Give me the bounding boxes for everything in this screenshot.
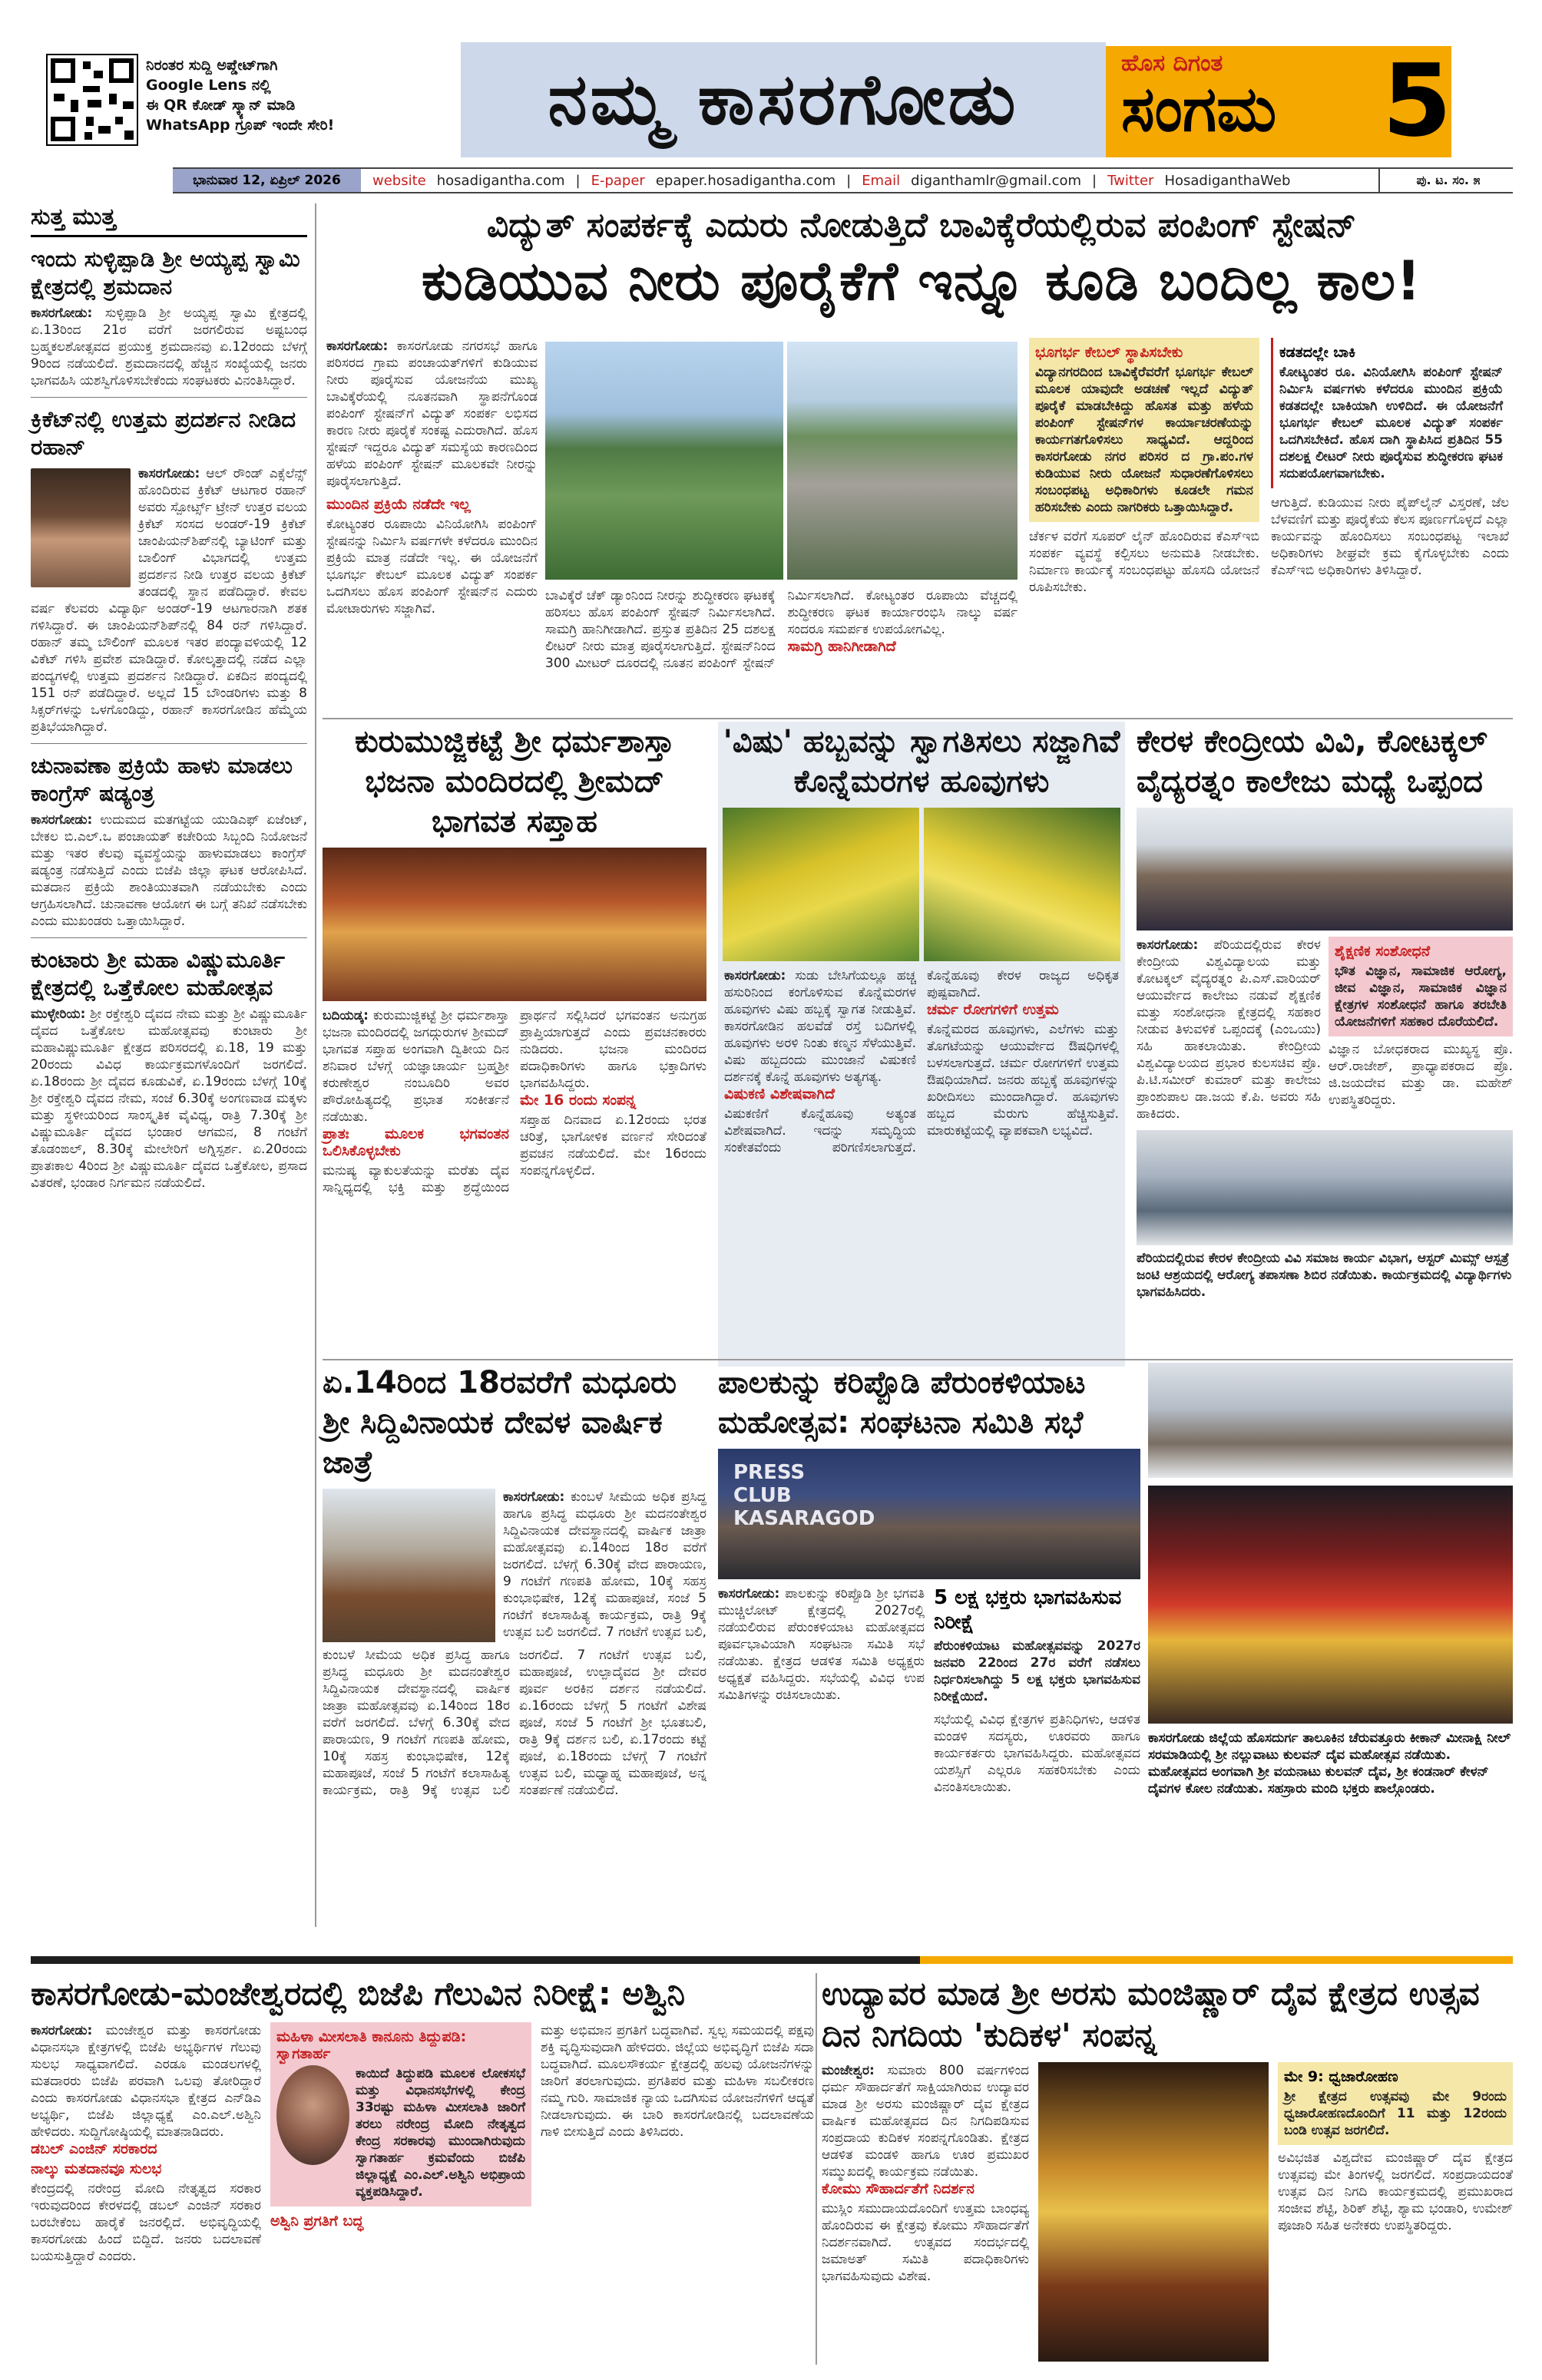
story-headline: ಏ.14ರಿಂದ 18ರವರೆಗೆ ಮಧೂರು ಶ್ರೀ ಸಿದ್ದಿವಿನಾಯಕ ದೇವಳ ವಾರ್ಷಿಕ ಜಾತ್ರೆ xyxy=(323,1365,677,1480)
left-column xyxy=(31,203,307,1927)
story-bhagavata: ಕುರುಮುಜ್ಜಿಕಟ್ಟೆ ಶ್ರೀ ಧರ್ಮಶಾಸ್ತಾ ಭಜನಾ ಮಂದಿರದಲ್ಲಿ ಶ್ರೀಮದ್ ಭಾಗವತ ಸಪ್ತಾಹ ಬದಿಯಡ್ಕ: ಕುರುಮುಜ್ಜಿಕಟ್ಟೆ ಶ್ರೀ ಧರ್ಮಶಾಸ್ತಾ ಭಜನಾ ಮಂದಿರದಲ್ಲಿ ಜಗದ್ಗುರುಗಳ ಶ್ರೀಮದ್ ಭಾಗವತ ಸಪ್ತಾಹ ಅಂಗವಾಗಿ ದ್ವಿತೀಯ ದಿನ ಶನಿವಾರ ಬೆಳಗ್ಗೆ ಯಜ್ಞಾಚಾರ್ಯ ಬ್ರಹ್ಮಶ್ರೀ ಕರುಣೇಶ್ವರ ನಂಬೂದಿರಿ ಅವರ ಪೌರೋಹಿತ್ಯದಲ್ಲಿ ಪ್ರಭಾತ ಸಂಕೀರ್ತನೆ ನಡೆಯಿತು. ಪ್ರಾತಃ ಮೂಲಕ ಭಗವಂತನ ಒಲಿಸಿಕೊಳ್ಳಬೇಕು ಮನುಷ್ಯ ವ್ಯಾಕುಲತೆಯನ್ನು ಮರೆತು ದೈವ ಸಾನ್ನಿಧ್ಯದಲ್ಲಿ ಭಕ್ತಿ ಮತ್ತು ಶ್ರದ್ಧೆಯಿಂದ ಪ್ರಾರ್ಥನೆ ಸಲ್ಲಿಸಿದರೆ ಭಗವಂತನ ಅನುಗ್ರಹ ಪ್ರಾಪ್ತಿಯಾಗುತ್ತದೆ ಎಂದು ಪ್ರವಚನಕಾರರು ನುಡಿದರು. ಭಜನಾ ಮಂದಿರದ ಪದಾಧಿಕಾರಿಗಳು ಹಾಗೂ ಭಕ್ತಾದಿಗಳು ಭಾಗವಹಿಸಿದ್ದರು. ಮೇ 16 ರಂದು ಸಂಪನ್ನ ಸಪ್ತಾಹ ದಿನವಾದ ಏ.12ರಂದು ಭರತ ಚರಿತ್ರೆ, ಭಾಗೋಳಿಕ ವರ್ಣನೆ ಸೇರಿದಂತೆ ಪ್ರವಚನ ನಡೆಯಲಿದೆ. ಮೇ 16ರಂದು ಸಂಪನ್ನಗೊಳ್ಳಲಿದೆ. xyxy=(323,722,706,1367)
lead-headline: ಕುಡಿಯುವ ನೀರು ಪೂರೈಕೆಗೆ ಇನ್ನೂ ಕೂಡಿ ಬಂದಿಲ್ಲ ಕಾಲ! xyxy=(421,250,1422,312)
story-headline: ಕೇರಳ ಕೇಂದ್ರೀಯ ವಿವಿ, ಕೋಟಕ್ಕಲ್ ವೈದ್ಯರತ್ನಂ ಕಾಲೇಜು ಮಧ್ಯೆ ಒಪ್ಪಂದ xyxy=(1137,724,1487,799)
story-madhur: ಏ.14ರಿಂದ 18ರವರೆಗೆ ಮಧೂರು ಶ್ರೀ ಸಿದ್ದಿವಿನಾಯಕ ದೇವಳ ವಾರ್ಷಿಕ ಜಾತ್ರೆ ಕಾಸರಗೋಡು: ಕುಂಬಳೆ ಸೀಮೆಯ ಅಧಿಕ ಪ್ರಸಿದ್ಧ ಹಾಗೂ ಪ್ರಸಿದ್ಧ ಮಧೂರು ಶ್ರೀ ಮದನಂತೇಶ್ವರ ಸಿದ್ದಿವಿನಾಯಕ ದೇವಸ್ಥಾನದಲ್ಲಿ ವಾರ್ಷಿಕ ಜಾತ್ರಾ ಮಹೋತ್ಸವವು ಏ.14ರಿಂದ 18ರ ವರೆಗೆ ಜರಗಲಿದೆ. ಬೆಳಗ್ಗೆ 6.30ಕ್ಕೆ ವೇದ ಪಾರಾಯಣ, 9 ಗಂಟೆಗೆ ಗಣಪತಿ ಹೋಮ, 10ಕ್ಕೆ ಸಹಸ್ರ ಕುಂಭಾಭಿಷೇಕ, 12ಕ್ಕೆ ಮಹಾಪೂಜೆ, ಸಂಜೆ 5 ಗಂಟೆಗೆ ಕಲಾಸಾಹಿತ್ಯ ಕಾರ್ಯಕ್ರಮ, ರಾತ್ರಿ 9ಕ್ಕೆ ಉತ್ಸವ ಬಲಿ ಜರಗಲಿದೆ. 7 ಗಂಟೆಗೆ ಉತ್ಸವ ಬಲಿ, ಕುಂಬಳೆ ಸೀಮೆಯ ಅಧಿಕ ಪ್ರಸಿದ್ಧ ಹಾಗೂ ಪ್ರಸಿದ್ಧ ಮಧೂರು ಶ್ರೀ ಮದನಂತೇಶ್ವರ ಸಿದ್ದಿವಿನಾಯಕ ದೇವಸ್ಥಾನದಲ್ಲಿ ವಾರ್ಷಿಕ ಜಾತ್ರಾ ಮಹೋತ್ಸವವು ಏ.14ರಿಂದ 18ರ ವರೆಗೆ ಜರಗಲಿದೆ. ಬೆಳಗ್ಗೆ 6.30ಕ್ಕೆ ವೇದ ಪಾರಾಯಣ, 9 ಗಂಟೆಗೆ ಗಣಪತಿ ಹೋಮ, 10ಕ್ಕೆ ಸಹಸ್ರ ಕುಂಭಾಭಿಷೇಕ, 12ಕ್ಕೆ ಮಹಾಪೂಜೆ, ಸಂಜೆ 5 ಗಂಟೆಗೆ ಕಲಾಸಾಹಿತ್ಯ ಕಾರ್ಯಕ್ರಮ, ರಾತ್ರಿ 9ಕ್ಕೆ ಉತ್ಸವ ಬಲಿ ಜರಗಲಿದೆ. 7 ಗಂಟೆಗೆ ಉತ್ಸವ ಬಲಿ, ಮಹಾಪೂಜೆ, ಉಲ್ಪಾದೈವದ ಶ್ರೀ ದೇವರ ಪೂರ್ವ ಅರಕಿನ ದರ್ಶನ ನಡೆಯಲಿದೆ. ಏ.16ರಂದು ಬೆಳಗ್ಗೆ 5 ಗಂಟೆಗೆ ವಿಶೇಷ ಪೂಜೆ, ಸಂಜೆ 5 ಗಂಟೆಗೆ ಶ್ರೀ ಭೂತಬಲಿ, ರಾತ್ರಿ 9ಕ್ಕೆ ದರ್ಶನ ಬಲಿ, ಏ.17ರಂದು ಕಟ್ಟೆ ಪೂಜೆ, ಏ.18ರಂದು ಬೆಳಗ್ಗೆ 7 ಗಂಟೆಗೆ ಉತ್ಸವ ಬಲಿ, ಮಧ್ಯಾಹ್ನ ಮಹಾಪೂಜೆ, ಅನ್ನ ಸಂತರ್ಪಣೆ ನಡೆಯಲಿದೆ. xyxy=(323,1363,706,1954)
flower-photo xyxy=(924,808,1120,961)
story-headline: ಕುಂಟಾರು ಶ್ರೀ ಮಹಾ ವಿಷ್ಣುಮೂರ್ತಿ ಕ್ಷೇತ್ರದಲ್ಲಿ ಒತ್ತೆಕೋಲ ಮಹೋತ್ಸವ xyxy=(31,947,285,1000)
column-divider xyxy=(315,203,316,1927)
story-headline: ಪಾಲಕುನ್ನು ಕರಿಪ್ಪೊಡಿ ಪೆರುಂಕಳಿಯಾಟ ಮಹೋತ್ಸವ: ಸಂಘಟನಾ ಸಮಿತಿ ಸಭೆ xyxy=(718,1365,1086,1440)
lead-column-3: ಭೂಗರ್ಭ ಕೇಬಲ್ ಸ್ಥಾಪಿಸಬೇಕು ವಿದ್ಯಾನಗರದಿಂದ ಬಾವಿಕ್ಕೆರೆವರೆಗೆ ಭೂಗರ್ಭ ಕೇಬಲ್ ಮೂಲಕ ಯಾವುದೇ ಅಡಚಣೆ ಇಲ್ಲದೆ ವಿದ್ಯುತ್ ಪೂರೈಕೆ ಮಾಡಬೇಕಿದ್ದು ಹೊಸತ ಮತ್ತು ಹಳೆಯ ಪಂಪಿಂಗ್ ಸ್ಟೇಷನ್‌ಗಳ ಕಾರ್ಯಾಚರಣೆಯನ್ನು ಕಾರ್ಯಗತಗೊಳಿಸಲು ಸಾಧ್ಯವಿದೆ. ಆದ್ದರಿಂದ ಕಾಸರಗೋಡು ನಗರ ಪರಿಸರ ದ ಗ್ರಾ.ಪಂ.ಗಳ ಕುಡಿಯುವ ನೀರು ಯೋಜನೆ ಸುಧಾರಣೆಗೊಳಿಸಲು ಸಂಬಂಧಪಟ್ಟ ಅಧಿಕಾರಿಗಳು ಕೂಡಲೇ ಗಮನ ಹರಿಸಬೇಕು ಎಂದು ನಾಗರಿಕರು ಒತ್ತಾಯಿಸಿದ್ದಾರೆ. ಚೆರ್ಕಳ ವರೆಗೆ ಸೂಪರ್ ಲೈನ್ ಹೊಂದಿರುವ ಕೆಎಸ್‌ಇಬಿ ಸಂಪರ್ಕ ವ್ಯವಸ್ಥೆ ಕಲ್ಪಿಸಲು ಅನುಮತಿ ನೀಡಬೇಕು. ನಿರ್ಮಾಣ ಕಾರ್ಯಕ್ಕೆ ಸಂಬಂಧಪಟ್ಟು ಹೊಸದಿ ಯೋಜನೆ ರೂಪಿಸಬೇಕು. xyxy=(1029,338,1259,722)
website-label: website xyxy=(372,172,426,189)
dam-photo xyxy=(787,342,1018,580)
story-theyyam xyxy=(1148,1363,1513,1954)
story-headline: ಕಾಸರಗೋಡು-ಮಂಜೇಶ್ವರದಲ್ಲಿ ಬಿಜೆಪಿ ಗೆಲುವಿನ ನಿರೀಕ್ಷೆ: ಅಶ್ವಿನಿ xyxy=(31,1975,685,2012)
twitter-link[interactable]: HosadiganthaWeb xyxy=(1164,172,1291,189)
website-link[interactable]: hosadigantha.com xyxy=(436,172,565,189)
flower-photo xyxy=(723,808,919,961)
info-box: ಮಹಿಳಾ ಮೀಸಲಾತಿ ಕಾನೂನು ತಿದ್ದುಪಡಿ: ಸ್ವಾಗತಾರ್ಹ ಕಾಯಿದೆ ತಿದ್ದುಪಡಿ ಮೂಲಕ ಲೋಕಸಭೆ ಮತ್ತು ವಿಧಾನಸಭೆಗಳಲ್ಲಿ ಕೇಂದ್ರ 33ರಷ್ಟು ಮಹಿಳಾ ಮೀಸಲಾತಿ ಜಾರಿಗೆ ತರಲು ನರೇಂದ್ರ ಮೋದಿ ನೇತೃತ್ವದ ಕೇಂದ್ರ ಸರಕಾರವು ಮುಂದಾಗಿರುವುದು ಸ್ವಾಗತಾರ್ಹ ಕ್ರಮವೆಂದು ಬಿಜೆಪಿ ಜಿಲ್ಲಾಧ್ಯಕ್ಷೆ ಎಂ.ಎಲ್.ಅಶ್ವಿನಿ ಅಭಿಪ್ರಾಯ ವ್ಯಕ್ತಪಡಿಸಿದ್ದಾರೆ. xyxy=(270,2022,531,2206)
story-university: ಕೇರಳ ಕೇಂದ್ರೀಯ ವಿವಿ, ಕೋಟಕ್ಕಲ್ ವೈದ್ಯರತ್ನಂ ಕಾಲೇಜು ಮಧ್ಯೆ ಒಪ್ಪಂದ ಕಾಸರಗೋಡು: ಪೆರಿಯದಲ್ಲಿರುವ ಕೇರಳ ಕೇಂದ್ರೀಯ ವಿಶ್ವವಿದ್ಯಾಲಯ ಮತ್ತು ಕೋಟಕ್ಕಲ್ ವೈದ್ಯರತ್ನಂ ಪಿ.ಎಸ್.ವಾರಿಯರ್ ಆಯುರ್ವೇದ ಕಾಲೇಜು ನಡುವೆ ಶೈಕ್ಷಣಿಕ ಮತ್ತು ಸಂಶೋಧನಾ ಕ್ಷೇತ್ರದಲ್ಲಿ ಸಹಕಾರ ನೀಡುವ ತಿಳುವಳಿಕೆ ಒಪ್ಪಂದಕ್ಕೆ (ಎಂಒಯು) ಸಹಿ ಹಾಕಲಾಯಿತು. ಕೇಂದ್ರೀಯ ವಿಶ್ವವಿದ್ಯಾಲಯದ ಪ್ರಭಾರ ಕುಲಸಚಿವ ಪ್ರೊ. ಪಿ.ಟಿ.ಸಮೀರ್ ಕುಮಾರ್ ಮತ್ತು ಕಾಲೇಜು ಪ್ರಾಂಶುಪಾಲ ಡಾ.ಜಯ ಕೆ.ಪಿ. ಅವರು ಸಹಿ ಹಾಕಿದರು. ಶೈಕ್ಷಣಿಕ ಸಂಶೋಧನೆ ಭೌತ ವಿಜ್ಞಾನ, ಸಾಮಾಜಿಕ ಆರೋಗ್ಯ, ಜೀವ ವಿಜ್ಞಾನ, ಸಾಮಾಜಿಕ ವಿಜ್ಞಾನ ಕ್ಷೇತ್ರಗಳ ಸಂಶೋಧನೆ ಹಾಗೂ ತರಬೇತಿ ಯೋಜನೆಗಳಿಗೆ ಸಹಕಾರ ದೊರೆಯಲಿದೆ. ವಿಜ್ಞಾನ ಬೋಧಕರಾದ ಮುಖ್ಯಸ್ಥ ಪ್ರೊ. ಆರ್.ರಾಜೇಶ್, ಪ್ರಾಧ್ಯಾಪಕರಾದ ಪ್ರೊ. ಜಿ.ಜಯದೇವ ಮತ್ತು ಡಾ. ಮಹೇಶ್ ಉಪಸ್ಥಿತರಿದ್ದರು. ಪೆರಿಯದಲ್ಲಿರುವ ಕೇರಳ ಕೇಂದ್ರೀಯ ವಿವಿ ಸಮಾಜ ಕಾರ್ಯ ವಿಭಾಗ, ಆಸ್ಟರ್ ಮಿಮ್ಸ್ ಆಸ್ಪತ್ರೆ ಜಂಟಿ ಆಶ್ರಯದಲ್ಲಿ ಆರೋಗ್ಯ ತಪಾಸಣಾ ಶಿಬಿರ ನಡೆಯಿತು. ಕಾರ್ಯಕ್ರಮದಲ್ಲಿ ವಿದ್ಯಾರ್ಥಿಗಳು ಭಾಗವಹಿಸಿದರು. xyxy=(1137,722,1513,1367)
story-headline: ಚುನಾವಣಾ ಪ್ರಕ್ರಿಯೆ ಹಾಳು ಮಾಡಲು ಕಾಂಗ್ರೆಸ್ ಷಡ್ಯಂತ್ರ xyxy=(31,752,293,806)
page-title: ನಮ್ಮ ಕಾಸರಗೋಡು xyxy=(461,42,1106,157)
camp-photo xyxy=(1137,1130,1513,1245)
meeting-photo xyxy=(718,1449,1140,1579)
page-number: 5 xyxy=(1382,42,1452,159)
qr-line-4: WhatsApp ಗ್ರೂಪ್ ಇಂದೇ ಸೇರಿ! xyxy=(146,117,335,134)
lead-column-1: ಕಾಸರಗೋಡು: ಕಾಸರಗೋಡು ನಗರಸಭೆ ಹಾಗೂ ಪರಿಸರದ ಗ್ರಾಮ ಪಂಚಾಯತ್‌ಗಳಿಗೆ ಕುಡಿಯುವ ನೀರು ಪೂರೈಸುವ ಯೋಜನೆಯ ಮುಖ್ಯ ಬಾವಿಕ್ಕೆರೆಯಲ್ಲಿ ನೂತನವಾಗಿ ಸ್ಥಾಪನೆಗೊಂಡ ಪಂಪಿಂಗ್ ಸ್ಟೇಷನ್‌ಗೆ ವಿದ್ಯುತ್ ಸಂಪರ್ಕ ಲಭಿಸದ ಕಾರಣ ನೀರು ಪೂರೈಕೆ ಸಂಕಷ್ಟ ಎದುರಾಗಿದೆ. ಹೊಸ ಸ್ಟೇಷನ್ ಇದ್ದರೂ ವಿದ್ಯುತ್ ಸಮಸ್ಯೆಯ ಕಾರಣದಿಂದ ಹಳೆಯ ಪಂಪಿಂಗ್ ಸ್ಟೇಷನ್ ಮೂಲಕವೇ ನೀರನ್ನು ಪೂರೈಸಲಾಗುತ್ತಿದೆ. ಮುಂದಿನ ಪ್ರಕ್ರಿಯೆ ನಡೆದೇ ಇಲ್ಲ ಕೋಟ್ಯಂತರ ರೂಪಾಯಿ ವಿನಿಯೋಗಿಸಿ ಪಂಪಿಂಗ್ ಸ್ಟೇಷನನ್ನು ನಿರ್ಮಿಸಿ ವರ್ಷಗಳೇ ಕಳೆದರೂ ಮುಂದಿನ ಪ್ರಕ್ರಿಯೆ ಮಾತ್ರ ನಡೆದೇ ಇಲ್ಲ. ಈ ಯೋಜನೆಗೆ ಭೂಗರ್ಭ ಕೇಬಲ್ ಮೂಲಕ ವಿದ್ಯುತ್ ಸಂಪರ್ಕ ಒದಗಿಸಲು ಹೊಸ ಪಂಪಿಂಗ್ ಸ್ಟೇಷನ್‌ನ ಎದುರು ಮೋಟಾರುಗಳು ಸಜ್ಜಾಗಿವೆ. xyxy=(326,339,538,616)
column-divider xyxy=(816,1973,817,2365)
mou-photo xyxy=(1137,808,1513,931)
photo-caption: ಕಾಸರಗೋಡು ಜಿಲ್ಲೆಯ ಹೊಸದುರ್ಗ ತಾಲೂಕಿನ ಚೆರುವತ್ತೂರು ಕೀಕಾನ್ ಮೀನಾಕ್ಷಿ ನೀಲ್ ಸರಮಾಡಿಯಲ್ಲಿ ಶ್ರೀ ನಲ್ಲುವಾಟು ಕುಲವನ್ ದೈವ ಮಹೋತ್ಸವ ನಡೆಯಿತು. ಮಹೋತ್ಸವದ ಅಂಗವಾಗಿ ಶ್ರೀ ವಯನಾಟು ಕುಲವನ್ ದೈವ, ಶ್ರೀ ಕಂಡನಾರ್ ಕೇಳನ್ ದೈವಗಳ ಕೋಲ ನಡೆಯಿತು. ಸಹಸ್ರಾರು ಮಂದಿ ಭಕ್ತರು ಪಾಲ್ಗೊಂಡರು. xyxy=(1148,1730,1511,1797)
twitter-label: Twitter xyxy=(1107,172,1154,189)
brand-name: ಹೊಸ ದಿಗಂತ xyxy=(1121,50,1223,77)
temple-photo xyxy=(323,1489,495,1642)
info-box: ಭೂಗರ್ಭ ಕೇಬಲ್ ಸ್ಥಾಪಿಸಬೇಕು ವಿದ್ಯಾನಗರದಿಂದ ಬಾವಿಕ್ಕೆರೆವರೆಗೆ ಭೂಗರ್ಭ ಕೇಬಲ್ ಮೂಲಕ ಯಾವುದೇ ಅಡಚಣೆ ಇಲ್ಲದೆ ವಿದ್ಯುತ್ ಪೂರೈಕೆ ಮಾಡಬೇಕಿದ್ದು ಹೊಸತ ಮತ್ತು ಹಳೆಯ ಪಂಪಿಂಗ್ ಸ್ಟೇಷನ್‌ಗಳ ಕಾರ್ಯಾಚರಣೆಯನ್ನು ಕಾರ್ಯಗತಗೊಳಿಸಲು ಸಾಧ್ಯವಿದೆ. ಆದ್ದರಿಂದ ಕಾಸರಗೋಡು ನಗರ ಪರಿಸರ ದ ಗ್ರಾ.ಪಂ.ಗಳ ಕುಡಿಯುವ ನೀರು ಯೋಜನೆ ಸುಧಾರಣೆಗೊಳಿಸಲು ಸಂಬಂಧಪಟ್ಟ ಅಧಿಕಾರಿಗಳು ಕೂಡಲೇ ಗಮನ ಹರಿಸಬೇಕು ಎಂದು ನಾಗರಿಕರು ಒತ್ತಾಯಿಸಿದ್ದಾರೆ. xyxy=(1029,338,1259,522)
lead-column-2: ಬಾವಿಕ್ಕೆರೆ ಚೆಕ್ ಡ್ಯಾಂನಿಂದ ನೀರನ್ನು ಶುದ್ಧೀಕರಣ ಘಟಕಕ್ಕೆ ಹರಿಸಲು ಹೊಸ ಪಂಪಿಂಗ್ ಸ್ಟೇಷನ್ ನಿರ್ಮಿಸಲಾಗಿದೆ. ಸಾಮಗ್ರಿ ಹಾನಿಗೀಡಾಗಿದೆ. ಪ್ರಸ್ತುತ ಪ್ರತಿದಿನ 25 ದಶಲಕ್ಷ ಲೀಟರ್ ನೀರು ಮಾತ್ರ ಪೂರೈಸಲಾಗುತ್ತಿದೆ. ಸ್ಟೇಷನ್‌ನಿಂದ 300 ಮೀಟರ್ ದೂರದಲ್ಲಿ ನೂತನ ಪಂಪಿಂಗ್ ಸ್ಟೇಷನ್ ನಿರ್ಮಿಸಲಾಗಿದೆ. ಕೋಟ್ಯಂತರ ರೂಪಾಯಿ ವೆಚ್ಚದಲ್ಲಿ ಶುದ್ಧೀಕರಣ ಘಟಕ ಕಾರ್ಯಾರಂಭಿಸಿ ನಾಲ್ಕು ವರ್ಷ ಸಂದರೂ ಸಮರ್ಪಕ ಉಪಯೋಗವಿಲ್ಲ. ಸಾಮಗ್ರಿ ಹಾನಿಗೀಡಾಗಿದೆ xyxy=(545,588,1018,671)
story-headline: 'ವಿಷು' ಹಬ್ಬವನ್ನು ಸ್ವಾಗತಿಸಲು ಸಜ್ಜಾಗಿವೆ ಕೊನ್ನೆಮರಗಳ ಹೂವುಗಳು xyxy=(723,724,1120,799)
story-udyavara: ಉದ್ಯಾವರ ಮಾಡ ಶ್ರೀ ಅರಸು ಮಂಜಿಷ್ಣಾರ್ ದೈವ ಕ್ಷೇತ್ರದ ಉತ್ಸವ ದಿನ ನಿಗದಿಯ 'ಕುದಿಕಳ' ಸಂಪನ್ನ ಮಂಜೇಶ್ವರ: ಸುಮಾರು 800 ವರ್ಷಗಳಿಂದ ಧರ್ಮ ಸೌಹಾರ್ದತೆಗೆ ಸಾಕ್ಷಿಯಾಗಿರುವ ಉದ್ಯಾವರ ಮಾಡ ಶ್ರೀ ಅರಸು ಮಂಜಿಷ್ಣಾರ್ ದೈವ ಕ್ಷೇತ್ರದ ವಾರ್ಷಿಕ ಮಹೋತ್ಸವದ ದಿನ ನಿಗದಿಪಡಿಸುವ ಸಂಪ್ರದಾಯ ಕುದಿಕಳ ಸಂಪನ್ನಗೊಂಡಿತು. ಕ್ಷೇತ್ರದ ಆಡಳಿತ ಮಂಡಳಿ ಹಾಗೂ ಊರ ಪ್ರಮುಖರ ಸಮ್ಮುಖದಲ್ಲಿ ಕಾರ್ಯಕ್ರಮ ನಡೆಯಿತು. ಕೋಮು ಸೌಹಾರ್ದತೆಗೆ ನಿದರ್ಶನ ಮುಸ್ಲಿಂ ಸಮುದಾಯದೊಂದಿಗೆ ಉತ್ತಮ ಬಾಂಧವ್ಯ ಹೊಂದಿರುವ ಈ ಕ್ಷೇತ್ರವು ಕೋಮು ಸೌಹಾರ್ದತೆಗೆ ನಿದರ್ಶನವಾಗಿದೆ. ಉತ್ಸವದ ಸಂದರ್ಭದಲ್ಲಿ ಜಮಾಅತ್ ಸಮಿತಿ ಪದಾಧಿಕಾರಿಗಳು ಭಾಗವಹಿಸುವುದು ವಿಶೇಷ. ಮೇ 9: ಧ್ವಜಾರೋಹಣ ಶ್ರೀ ಕ್ಷೇತ್ರದ ಉತ್ಸವವು ಮೇ 9ರಂದು ಧ್ವಜಾರೋಹಣದೊಂದಿಗೆ 11 ಮತ್ತು 12ರಂದು ಬಂಡಿ ಉತ್ಸವ ಜರಗಲಿದೆ. ಅವಿಭಜಿತ ವಿಶ್ವದೇವ ಮಂಜಿಷ್ಣಾರ್ ದೈವ ಕ್ಷೇತ್ರದ ಉತ್ಸವವು ಮೇ ತಿಂಗಳಲ್ಲಿ ಜರಗಲಿದೆ. ಸಂಪ್ರದಾಯದಂತೆ ಉತ್ಸವ ದಿನ ನಿಗದಿ ಕಾರ್ಯಕ್ರಮದಲ್ಲಿ ಪ್ರಮುಖರಾದ ಸಂಜೀವ ಶೆಟ್ಟಿ, ಶಿರಿಕ್ ಶೆಟ್ಟಿ, ಶ್ಯಾಮ ಭಂಡಾರಿ, ಉಮೇಶ್ ಪೂಜಾರಿ ಸಹಿತ ಅನೇಕರು ಉಪಸ್ಥಿತರಿದ್ದರು. xyxy=(822,1973,1513,2365)
story-bjp: ಕಾಸರಗೋಡು-ಮಂಜೇಶ್ವರದಲ್ಲಿ ಬಿಜೆಪಿ ಗೆಲುವಿನ ನಿರೀಕ್ಷೆ: ಅಶ್ವಿನಿ ಕಾಸರಗೋಡು: ಮಂಜೇಶ್ವರ ಮತ್ತು ಕಾಸರಗೋಡು ವಿಧಾನಸಭಾ ಕ್ಷೇತ್ರಗಳಲ್ಲಿ ಬಿಜೆಪಿ ಅಭ್ಯರ್ಥಿಗಳ ಗೆಲುವು ಸುಲಭ ಸಾಧ್ಯವಾಗಲಿದೆ. ಎರಡೂ ಮಂಡಲಗಳಲ್ಲಿ ಮತದಾರರು ಬಿಜೆಪಿ ಪರವಾಗಿ ಒಲವು ತೋರಿದ್ದಾರೆ ಎಂದು ಕಾಸರಗೋಡು ವಿಧಾನಸಭಾ ಕ್ಷೇತ್ರದ ಎನ್‌ಡಿಎ ಅಭ್ಯರ್ಥಿ, ಬಿಜೆಪಿ ಜಿಲ್ಲಾಧ್ಯಕ್ಷೆ ಎಂ.ಎಲ್.ಅಶ್ವಿನಿ ಹೇಳಿದರು. ಸುದ್ದಿಗೋಷ್ಠಿಯಲ್ಲಿ ಮಾತನಾಡಿದರು. ಡಬಲ್ ಎಂಜಿನ್ ಸರಕಾರದ ನಾಲ್ಕು ಮತದಾನವೂ ಸುಲಭ ಕೇಂದ್ರದಲ್ಲಿ ನರೇಂದ್ರ ಮೋದಿ ನೇತೃತ್ವದ ಸರಕಾರ ಇರುವುದರಿಂದ ಕೇರಳದಲ್ಲಿ ಡಬಲ್ ಎಂಜಿನ್ ಸರಕಾರ ಬರಬೇಕೆಂಬ ಹಾರೈಕೆ ಜನರಲ್ಲಿದೆ. ಅಭಿವೃದ್ಧಿಯಲ್ಲಿ ಕಾಸರಗೋಡು ಹಿಂದೆ ಬಿದ್ದಿದೆ. ಜನರು ಬದಲಾವಣೆ ಬಯಸುತ್ತಿದ್ದಾರೆ ಎಂದರು. ಮಹಿಳಾ ಮೀಸಲಾತಿ ಕಾನೂನು ತಿದ್ದುಪಡಿ: ಸ್ವಾಗತಾರ್ಹ ಕಾಯಿದೆ ತಿದ್ದುಪಡಿ ಮೂಲಕ ಲೋಕಸಭೆ ಮತ್ತು ವಿಧಾನಸಭೆಗಳಲ್ಲಿ ಕೇಂದ್ರ 33ರಷ್ಟು ಮಹಿಳಾ ಮೀಸಲಾತಿ ಜಾರಿಗೆ ತರಲು ನರೇಂದ್ರ ಮೋದಿ ನೇತೃತ್ವದ ಕೇಂದ್ರ ಸರಕಾರವು ಮುಂದಾಗಿರುವುದು ಸ್ವಾಗತಾರ್ಹ ಕ್ರಮವೆಂದು ಬಿಜೆಪಿ ಜಿಲ್ಲಾಧ್ಯಕ್ಷೆ ಎಂ.ಎಲ್.ಅಶ್ವಿನಿ ಅಭಿಪ್ರಾಯ ವ್ಯಕ್ತಪಡಿಸಿದ್ದಾರೆ. ಅಶ್ವಿನಿ ಪ್ರಗತಿಗೆ ಬದ್ಧ ಮತ್ತು ಅಭಿಮಾನ ಪ್ರಗತಿಗೆ ಬದ್ಧವಾಗಿವೆ. ಸ್ವಲ್ಪ ಸಮಯದಲ್ಲಿ ಪಕ್ಷವು ಶಕ್ತಿ ವೃದ್ಧಿಸುವುದಾಗಿ ಹೇಳಿದರು. ಜಿಲ್ಲೆಯ ಅಭಿವೃದ್ಧಿಗೆ ಬಿಜೆಪಿ ಸದಾ ಬದ್ಧವಾಗಿದೆ. ಮೂಲಸೌಕರ್ಯ ಕ್ಷೇತ್ರದಲ್ಲಿ ಹಲವು ಯೋಜನೆಗಳನ್ನು ಜಾರಿಗೆ ತರಲಾಗುವುದು. ಪ್ರಗತಿಪರ ಮತ್ತು ಮಹಿಳಾ ಸಬಲೀಕರಣ ನಮ್ಮ ಗುರಿ. ಸಾಮಾಜಿಕ ನ್ಯಾಯ ಒದಗಿಸುವ ಯೋಜನೆಗಳಿಗೆ ಆದ್ಯತೆ ನೀಡಲಾಗುವುದು. ಈ ಬಾರಿ ಕಾಸರಗೋಡಿನಲ್ಲಿ ಬದಲಾವಣೆಯ ಗಾಳಿ ಬೀಸುತ್ತಿದೆ ಎಂದು ತಿಳಿಸಿದರು. xyxy=(31,1975,814,2264)
photo-sign-text: PRESS CLUB KASARAGOD xyxy=(733,1461,875,1530)
info-box: ಕಡತದಲ್ಲೇ ಬಾಕಿ ಕೋಟ್ಯಂತರ ರೂ. ವಿನಿಯೋಗಿಸಿ ಪಂಪಿಂಗ್ ಸ್ಟೇಷನ್ ನಿರ್ಮಿಸಿ ವರ್ಷಗಳು ಕಳೆದರೂ ಮುಂದಿನ ಪ್ರಕ್ರಿಯೆ ಕಡತದಲ್ಲೇ ಬಾಕಿಯಾಗಿ ಉಳಿದಿದೆ. ಈ ಯೋಜನೆಗೆ ಭೂಗರ್ಭ ಕೇಬಲ್ ಮೂಲಕ ವಿದ್ಯುತ್ ಸಂಪರ್ಕ ಒದಗಿಸಬೇಕಿದೆ. ಹೊಸ ದಾಗಿ ಸ್ಥಾಪಿಸಿದ ಪ್ರತಿದಿನ 55 ದಶಲಕ್ಷ ಲೀಟರ್ ನೀರು ಪೂರೈಸುವ ಶುದ್ಧೀಕರಣ ಘಟಕ ಸದುಪಯೋಗವಾಗಬೇಕು. xyxy=(1271,338,1509,488)
section-heading: ಸುತ್ತ ಮುತ್ತ xyxy=(31,203,307,237)
epaper-link[interactable]: epaper.hosadigantha.com xyxy=(655,172,836,189)
story-palakunnu: ಪಾಲಕುನ್ನು ಕರಿಪ್ಪೊಡಿ ಪೆರುಂಕಳಿಯಾಟ ಮಹೋತ್ಸವ: ಸಂಘಟನಾ ಸಮಿತಿ ಸಭೆ PRESS CLUB KASARAGOD ಕಾಸರಗೋಡು: ಪಾಲಕುನ್ನು ಕರಿಪ್ಪೊಡಿ ಶ್ರೀ ಭಗವತಿ ಮುಚ್ಚಿಲೋಟ್ ಕ್ಷೇತ್ರದಲ್ಲಿ 2027ರಲ್ಲಿ ನಡೆಯಲಿರುವ ಪೆರುಂಕಳಿಯಾಟ ಮಹೋತ್ಸವದ ಪೂರ್ವಭಾವಿಯಾಗಿ ಸಂಘಟನಾ ಸಮಿತಿ ಸಭೆ ನಡೆಯಿತು. ಕ್ಷೇತ್ರದ ಆಡಳಿತ ಸಮಿತಿ ಅಧ್ಯಕ್ಷರು ಅಧ್ಯಕ್ಷತೆ ವಹಿಸಿದ್ದರು. ಸಭೆಯಲ್ಲಿ ವಿವಿಧ ಉಪ ಸಮಿತಿಗಳನ್ನು ರಚಿಸಲಾಯಿತು. 5 ಲಕ್ಷ ಭಕ್ತರು ಭಾಗವಹಿಸುವ ನಿರೀಕ್ಷೆ ಪೆರುಂಕಳಿಯಾಟ ಮಹೋತ್ಸವವನ್ನು 2027ರ ಜನವರಿ 22ರಿಂದ 27ರ ವರೆಗೆ ನಡೆಸಲು ನಿರ್ಧರಿಸಲಾಗಿದ್ದು 5 ಲಕ್ಷ ಭಕ್ತರು ಭಾಗವಹಿಸುವ ನಿರೀಕ್ಷೆಯಿದೆ. ಸಭೆಯಲ್ಲಿ ವಿವಿಧ ಕ್ಷೇತ್ರಗಳ ಪ್ರತಿನಿಧಿಗಳು, ಆಡಳಿತ ಮಂಡಳಿ ಸದಸ್ಯರು, ಊರವರು ಹಾಗೂ ಕಾರ್ಯಕರ್ತರು ಭಾಗವಹಿಸಿದ್ದರು. ಮಹೋತ್ಸವದ ಯಶಸ್ಸಿಗೆ ಎಲ್ಲರೂ ಸಹಕರಿಸಬೇಕು ಎಂದು ವಿನಂತಿಸಲಾಯಿತು. xyxy=(718,1363,1140,1954)
story-headline: ಕ್ರಿಕೆಟ್‌ನಲ್ಲಿ ಉತ್ತಮ ಪ್ರದರ್ಶನ ನೀಡಿದ ರಹಾನ್ xyxy=(31,406,296,460)
story-body: ಮುಳ್ಳೇರಿಯ: ಶ್ರೀ ರಕ್ತೇಶ್ವರಿ ದೈವದ ನೇಮ ಮತ್ತು ಶ್ರೀ ವಿಷ್ಣುಮೂರ್ತಿ ದೈವದ ಒತ್ತೆಕೋಲ ಮಹೋತ್ಸವವು ಕುಂಟಾರು ಶ್ರೀ ಮಹಾವಿಷ್ಣುಮೂರ್ತಿ ಕ್ಷೇತ್ರದ ಪರಿಸರದಲ್ಲಿ ಏ.18, 19 ಮತ್ತು 20ರಂದು ವಿವಿಧ ಕಾರ್ಯಕ್ರಮಗಳೊಂದಿಗೆ ಜರಗಲಿದೆ. ಏ.18ರಂದು ಶ್ರೀ ದೈವದ ಕೂಡುವಿಕೆ, ಏ.19ರಂದು ಬೆಳಗ್ಗೆ 10ಕ್ಕೆ ಶ್ರೀ ರಕ್ತೇಶ್ವರಿ ದೈವದ ನೇಮ, ಸಂಜೆ 6.30ಕ್ಕೆ ಅಂಗಣವಾಡ ಮಕ್ಕಳು ಮತ್ತು ಸ್ಥಳೀಯರಿಂದ ಸಾಂಸ್ಕೃತಿಕ ವೈವಿಧ್ಯ, ರಾತ್ರಿ 7.30ಕ್ಕೆ ಶ್ರೀ ವಿಷ್ಣುಮೂರ್ತಿ ದೈವದ ಭಂಡಾರ ಆಗಮನ, 8 ಗಂಟೆಗೆ ತೊಡಂಙಲ್, 8.30ಕ್ಕೆ ಮೇಲೇರಿಗೆ ಅಗ್ನಿಸ್ಪರ್ಶ. ಏ.20ರಂದು ಪ್ರಾತಃಕಾಲ 4ರಿಂದ ಶ್ರೀ ವಿಷ್ಣುಮೂರ್ತಿ ದೈವದ ಒತ್ತೆಕೋಲ, ಪ್ರಸಾದ ವಿತರಣೆ, ಭಂಡಾರ ನಿರ್ಗಮನ ನಡೆಯಲಿದೆ. xyxy=(31,1007,307,1191)
epaper-label: E-paper xyxy=(591,172,645,189)
date-badge: ಭಾನುವಾರ 12, ಏಪ್ರಿಲ್ 2026 xyxy=(173,169,361,192)
qr-line-1: ನಿರಂತರ ಸುದ್ದಿ ಅಪ್ಡೇಟ್‌ಗಾಗಿ xyxy=(146,57,278,74)
story-body: ಕಾಸರಗೋಡು: ಆಲ್ ರೌಂಡ್ ಎಕ್ಸೆಲೆನ್ಸ್ ಹೊಂದಿರುವ ಕ್ರಿಕೆಟ್ ಆಟಗಾರ ರಹಾನ್ ಅವರು ಸ್ಪೋರ್ಟ್ಸ್ ಟ್ರೇನ್ ಉತ್ತರ ವಲಯ ಕ್ರಿಕೆಟ್ ಸಂಸದ ಅಂಡರ್-19 ಕ್ರಿಕೆಟ್ ಚಾಂಪಿಯನ್‌ಶಿಪ್‌ನಲ್ಲಿ ಬ್ಯಾಟಿಂಗ್ ಮತ್ತು ಬಾಲಿಂಗ್ ವಿಭಾಗದಲ್ಲಿ ಉತ್ತಮ ಪ್ರದರ್ಶನ ನೀಡಿ ಉತ್ತರ ವಲಯ ಕ್ರಿಕೆಟ್ ತಂಡದಲ್ಲಿ ಸ್ಥಾನ ಪಡೆದಿದ್ದಾರೆ. ಕೇವಲ ವರ್ಷ ಕೆಲವರು ವಿದ್ಯಾರ್ಥಿ ಅಂಡರ್-19 ಆಟಗಾರನಾಗಿ ಶತಕ ಗಳಿಸಿದ್ದಾರೆ. ಈ ಚಾಂಪಿಯನ್‌ಶಿಪ್‌ನಲ್ಲಿ 84 ರನ್ ಗಳಿಸಿದ್ದಾರೆ. ರಹಾನ್ ತಮ್ಮ ಬೌಲಿಂಗ್ ಮೂಲಕ ಇತರ ಪಂದ್ಯಾವಳಿಯಲ್ಲಿ 12 ವಿಕೆಟ್ ಗಳಿಸಿ ಪ್ರವೇಶ ಮಾಡಿದ್ದಾರೆ. ಕೋಲ್ಕತ್ತಾದಲ್ಲಿ ನಡೆದ ಎಲ್ಲಾ ಪಂದ್ಯಗಳಲ್ಲಿ ಉತ್ತಮ ಪ್ರದರ್ಶನ ನೀಡಿದ್ದಾರೆ. ಏಕದಿನ ಪಂದ್ಯದಲ್ಲಿ 151 ರನ್ ಪಡೆದಿದ್ದಾರೆ. ಅಲ್ಲದೆ 15 ಬೌಂಡರಿಗಳು ಮತ್ತು 8 ಸಿಕ್ಸರ್‌ಗಳನ್ನು ಒಳಗೊಂಡಿದ್ದು, ರಹಾನ್ ಕಾಸರಗೋಡಿನ ಹೆಮ್ಮೆಯ ಪ್ರತಿಭೆಯಾಗಿದ್ದಾರೆ. xyxy=(31,466,307,735)
story-headline: ಕುರುಮುಜ್ಜಿಕಟ್ಟೆ ಶ್ರೀ ಧರ್ಮಶಾಸ್ತಾ ಭಜನಾ ಮಂದಿರದಲ್ಲಿ ಶ್ರೀಮದ್ ಭಾಗವತ ಸಪ್ತಾಹ xyxy=(354,724,675,839)
email-label: Email xyxy=(862,172,901,189)
ritual-photo xyxy=(323,848,706,1001)
supplement-name: ಸಂಗಮ xyxy=(1121,73,1277,146)
story-body: ಕಾಸರಗೋಡು: ಉದುಮದ ಮತಗಟ್ಟೆಯ ಯುಡಿಎಫ್ ಏಜೆಂಟ್, ಬೇಕಲ ಬಿ.ಎಲ್.ಒ ಪಂಚಾಯತ್ ಕಚೇರಿಯ ಸಿಬ್ಬಂದಿ ನಿಯೋಜನೆ ಮತ್ತು ಇತರ ಕೆಲವು ವ್ಯವಸ್ಥೆಯನ್ನು ಹಾಳುಮಾಡಲು ಕಾಂಗ್ರೆಸ್ ಷಡ್ಯಂತ್ರ ನಡೆಸುತ್ತಿದೆ ಎಂದು ಬಿಜೆಪಿ ಜಿಲ್ಲಾ ಘಟಕ ಆರೋಪಿಸಿದೆ. ಮತದಾನ ಪ್ರಕ್ರಿಯೆ ಶಾಂತಿಯುತವಾಗಿ ನಡೆಯಬೇಕು ಎಂದು ಆಗ್ರಹಿಸಲಾಗಿದೆ. ಚುನಾವಣಾ ಆಯೋಗ ಈ ಬಗ್ಗೆ ತನಿಖೆ ನಡೆಸಬೇಕು ಎಂದು ಮುಖಂಡರು ಒತ್ತಾಯಿಸಿದ್ದಾರೆ. xyxy=(31,812,307,929)
qr-instructions xyxy=(146,55,468,135)
contact-links: website hosadigantha.com | E-paper epaper.hosadigantha.com | Email diganthamlr@gmail.com | Twitter HosadiganthaWeb xyxy=(372,172,1291,189)
theyyam-photo xyxy=(1148,1486,1513,1724)
info-box: ಶೈಕ್ಷಣಿಕ ಸಂಶೋಧನೆ ಭೌತ ವಿಜ್ಞಾನ, ಸಾಮಾಜಿಕ ಆರೋಗ್ಯ, ಜೀವ ವಿಜ್ಞಾನ, ಸಾಮಾಜಿಕ ವಿಜ್ಞಾನ ಕ್ಷೇತ್ರಗಳ ಸಂಶೋಧನೆ ಹಾಗೂ ತರಬೇತಿ ಯೋಜನೆಗಳಿಗೆ ಸಹಕಾರ ದೊರೆಯಲಿದೆ. xyxy=(1329,937,1513,1036)
candidate-photo xyxy=(276,2065,349,2165)
reservoir-photo xyxy=(545,342,783,580)
lead-column-4: ಕಡತದಲ್ಲೇ ಬಾಕಿ ಕೋಟ್ಯಂತರ ರೂ. ವಿನಿಯೋಗಿಸಿ ಪಂಪಿಂಗ್ ಸ್ಟೇಷನ್ ನಿರ್ಮಿಸಿ ವರ್ಷಗಳು ಕಳೆದರೂ ಮುಂದಿನ ಪ್ರಕ್ರಿಯೆ ಕಡತದಲ್ಲೇ ಬಾಕಿಯಾಗಿ ಉಳಿದಿದೆ. ಈ ಯೋಜನೆಗೆ ಭೂಗರ್ಭ ಕೇಬಲ್ ಮೂಲಕ ವಿದ್ಯುತ್ ಸಂಪರ್ಕ ಒದಗಿಸಬೇಕಿದೆ. ಹೊಸ ದಾಗಿ ಸ್ಥಾಪಿಸಿದ ಪ್ರತಿದಿನ 55 ದಶಲಕ್ಷ ಲೀಟರ್ ನೀರು ಪೂರೈಸುವ ಶುದ್ಧೀಕರಣ ಘಟಕ ಸದುಪಯೋಗವಾಗಬೇಕು. ಆಗುತ್ತಿದೆ. ಕುಡಿಯುವ ನೀರು ಪೈಪ್‌ಲೈನ್ ವಿಸ್ತರಣೆ, ಜೆಲ ಬೆಳವಣಿಗೆ ಮತ್ತು ಪೂರೈಕೆಯ ಕೆಲಸ ಪೂರ್ಣಗೊಳ್ಳದೆ ಎಲ್ಲಾ ಕಾರ್ಯವನ್ನು ಹೊಂದಿಸಲು ಸಂಬಂಧಪಟ್ಟ ಇಲಾಖೆ ಅಧಿಕಾರಿಗಳು ಶೀಘ್ರವೇ ಕ್ರಮ ಕೈಗೊಳ್ಳಬೇಕು ಎಂದು ಕೆಎಸ್‌ಇಬಿ ಅಧಿಕಾರಿಗಳು ತಿಳಿಸಿದ್ದಾರೆ. xyxy=(1271,338,1509,722)
section-color-bar xyxy=(31,1956,1513,1964)
player-photo xyxy=(31,468,131,587)
lead-subhead: ಮುಂದಿನ ಪ್ರಕ್ರಿಯೆ ನಡೆದೇ ಇಲ್ಲ xyxy=(326,496,471,513)
qr-line-3: ಈ QR ಕೋಡ್ ಸ್ಕ್ಯಾನ್ ಮಾಡಿ xyxy=(146,97,296,114)
lead-subhead: ಸಾಮಗ್ರಿ ಹಾನಿಗೀಡಾಗಿದೆ xyxy=(787,638,896,655)
qr-line-2: Google Lens ನಲ್ಲಿ xyxy=(146,77,271,94)
story-headline: ಇಂದು ಸುಳ್ಳಿಪ್ಪಾಡಿ ಶ್ರೀ ಅಯ್ಯಪ್ಪ ಸ್ವಾಮಿ ಕ್ಷೇತ್ರದಲ್ಲಿ ಶ್ರಮದಾನ xyxy=(31,246,300,299)
section-rule xyxy=(323,718,1513,719)
email-link[interactable]: diganthamlr@gmail.com xyxy=(911,172,1082,189)
photo-caption: ಪೆರಿಯದಲ್ಲಿರುವ ಕೇರಳ ಕೇಂದ್ರೀಯ ವಿವಿ ಸಮಾಜ ಕಾರ್ಯ ವಿಭಾಗ, ಆಸ್ಟರ್ ಮಿಮ್ಸ್ ಆಸ್ಪತ್ರೆ ಜಂಟಿ ಆಶ್ರಯದಲ್ಲಿ ಆರೋಗ್ಯ ತಪಾಸಣಾ ಶಿಬಿರ ನಡೆಯಿತು. ಕಾರ್ಯಕ್ರಮದಲ್ಲಿ ವಿದ್ಯಾರ್ಥಿಗಳು ಭಾಗವಹಿಸಿದರು. xyxy=(1137,1251,1512,1300)
hospital-photo xyxy=(1148,1363,1513,1478)
story-body: ಕಾಸರಗೋಡು: ಸುಳ್ಳಿಪ್ಪಾಡಿ ಶ್ರೀ ಅಯ್ಯಪ್ಪ ಸ್ವಾಮಿ ಕ್ಷೇತ್ರದಲ್ಲಿ ಏ.13ರಿಂದ 21ರ ವರೆಗೆ ಜರಗಲಿರುವ ಅಷ್ಟಬಂಧ ಬ್ರಹ್ಮಕಲಶೋತ್ಸವದ ಪ್ರಯುಕ್ತ ಶ್ರಮದಾನವು ಏ.12ರಂದು ಬೆಳಗ್ಗೆ 9ರಿಂದ ನಡೆಯಲಿದೆ. ಶ್ರಮದಾನದಲ್ಲಿ ಹೆಚ್ಚಿನ ಸಂಖ್ಯೆಯಲ್ಲಿ ಜನರು ಭಾಗವಹಿಸಿ ಯಶಸ್ವಿಗೊಳಿಸಬೇಕೆಂದು ಸಂಘಟಕರು ವಿನಂತಿಸಿದ್ದಾರೆ. xyxy=(31,306,308,388)
story-vishu: 'ವಿಷು' ಹಬ್ಬವನ್ನು ಸ್ವಾಗತಿಸಲು ಸಜ್ಜಾಗಿವೆ ಕೊನ್ನೆಮರಗಳ ಹೂವುಗಳು ಕಾಸರಗೋಡು: ಸುಡು ಬೇಸಿಗೆಯಲ್ಲೂ ಹಚ್ಚ ಹಸುರಿನಿಂದ ಕಂಗೊಳಿಸುವ ಕೊನ್ನೆಮರಗಳ ಹೂವುಗಳು ವಿಷು ಹಬ್ಬಕ್ಕೆ ಸ್ವಾಗತ ನೀಡುತ್ತಿವೆ. ಕಾಸರಗೋಡಿನ ಹಲವೆಡೆ ರಸ್ತೆ ಬದಿಗಳಲ್ಲಿ ಹೂವುಗಳು ಅರಳಿ ನಿಂತು ಕಣ್ಮನ ಸೆಳೆಯುತ್ತಿವೆ. ವಿಷು ಹಬ್ಬದಂದು ಮುಂಜಾನೆ ವಿಷುಕಣಿ ದರ್ಶನಕ್ಕೆ ಕೊನ್ನೆ ಹೂವುಗಳು ಅತ್ಯಗತ್ಯ. ವಿಷುಕಣಿ ವಿಶೇಷವಾಗಿದೆ ವಿಷುಕಣಿಗೆ ಕೊನ್ನೆಹೂವು ಅತ್ಯಂತ ವಿಶೇಷವಾಗಿದೆ. ಇದನ್ನು ಸಮೃದ್ಧಿಯ ಸಂಕೇತವೆಂದು ಪರಿಗಣಿಸಲಾಗುತ್ತದೆ. ಕೊನ್ನೆಹೂವು ಕೇರಳ ರಾಜ್ಯದ ಅಧಿಕೃತ ಪುಷ್ಪವಾಗಿದೆ. ಚರ್ಮ ರೋಗಗಳಿಗೆ ಉತ್ತಮ ಕೊನ್ನೆಮರದ ಹೂವುಗಳು, ಎಲೆಗಳು ಮತ್ತು ತೊಗಟೆಯನ್ನು ಆಯುರ್ವೇದ ಔಷಧಿಗಳಲ್ಲಿ ಬಳಸಲಾಗುತ್ತದೆ. ಚರ್ಮ ರೋಗಗಳಿಗೆ ಉತ್ತಮ ಔಷಧಿಯಾಗಿದೆ. ಜನರು ಹಬ್ಬಕ್ಕೆ ಹೂವುಗಳನ್ನು ಖರೀದಿಸಲು ಮುಂದಾಗಿದ್ದಾರೆ. ಹೂವುಗಳು ಹಬ್ಬದ ಮೆರುಗು ಹೆಚ್ಚಿಸುತ್ತಿವೆ. ಮಾರುಕಟ್ಟೆಯಲ್ಲಿ ವ್ಯಾಪಕವಾಗಿ ಲಭ್ಯವಿದೆ. xyxy=(718,722,1125,1367)
section-rule xyxy=(323,1359,1513,1360)
qr-code-icon[interactable] xyxy=(46,54,138,146)
story-headline: ಉದ್ಯಾವರ ಮಾಡ ಶ್ರೀ ಅರಸು ಮಂಜಿಷ್ಣಾರ್ ದೈವ ಕ್ಷೇತ್ರದ ಉತ್ಸವ ದಿನ ನಿಗದಿಯ 'ಕುದಿಕಳ' ಸಂಪನ್ನ xyxy=(822,1975,1480,2054)
info-box: ಮೇ 9: ಧ್ವಜಾರೋಹಣ ಶ್ರೀ ಕ್ಷೇತ್ರದ ಉತ್ಸವವು ಮೇ 9ರಂದು ಧ್ವಜಾರೋಹಣದೊಂದಿಗೆ 11 ಮತ್ತು 12ರಂದು ಬಂಡಿ ಉತ್ಸವ ಜರಗಲಿದೆ. xyxy=(1278,2062,1513,2145)
lead-kicker: ವಿದ್ಯುತ್ ಸಂಪರ್ಕಕ್ಕೆ ಎದುರು ನೋಡುತ್ತಿದೆ ಬಾವಿಕ್ಕೆರೆಯಲ್ಲಿರುವ ಪಂಪಿಂಗ್ ಸ್ಟೇಷನ್ xyxy=(486,206,1357,245)
deity-photo xyxy=(1038,2062,1269,2362)
page-code: ಪು. ಟ. ಸಂ. ೫ xyxy=(1378,169,1517,192)
